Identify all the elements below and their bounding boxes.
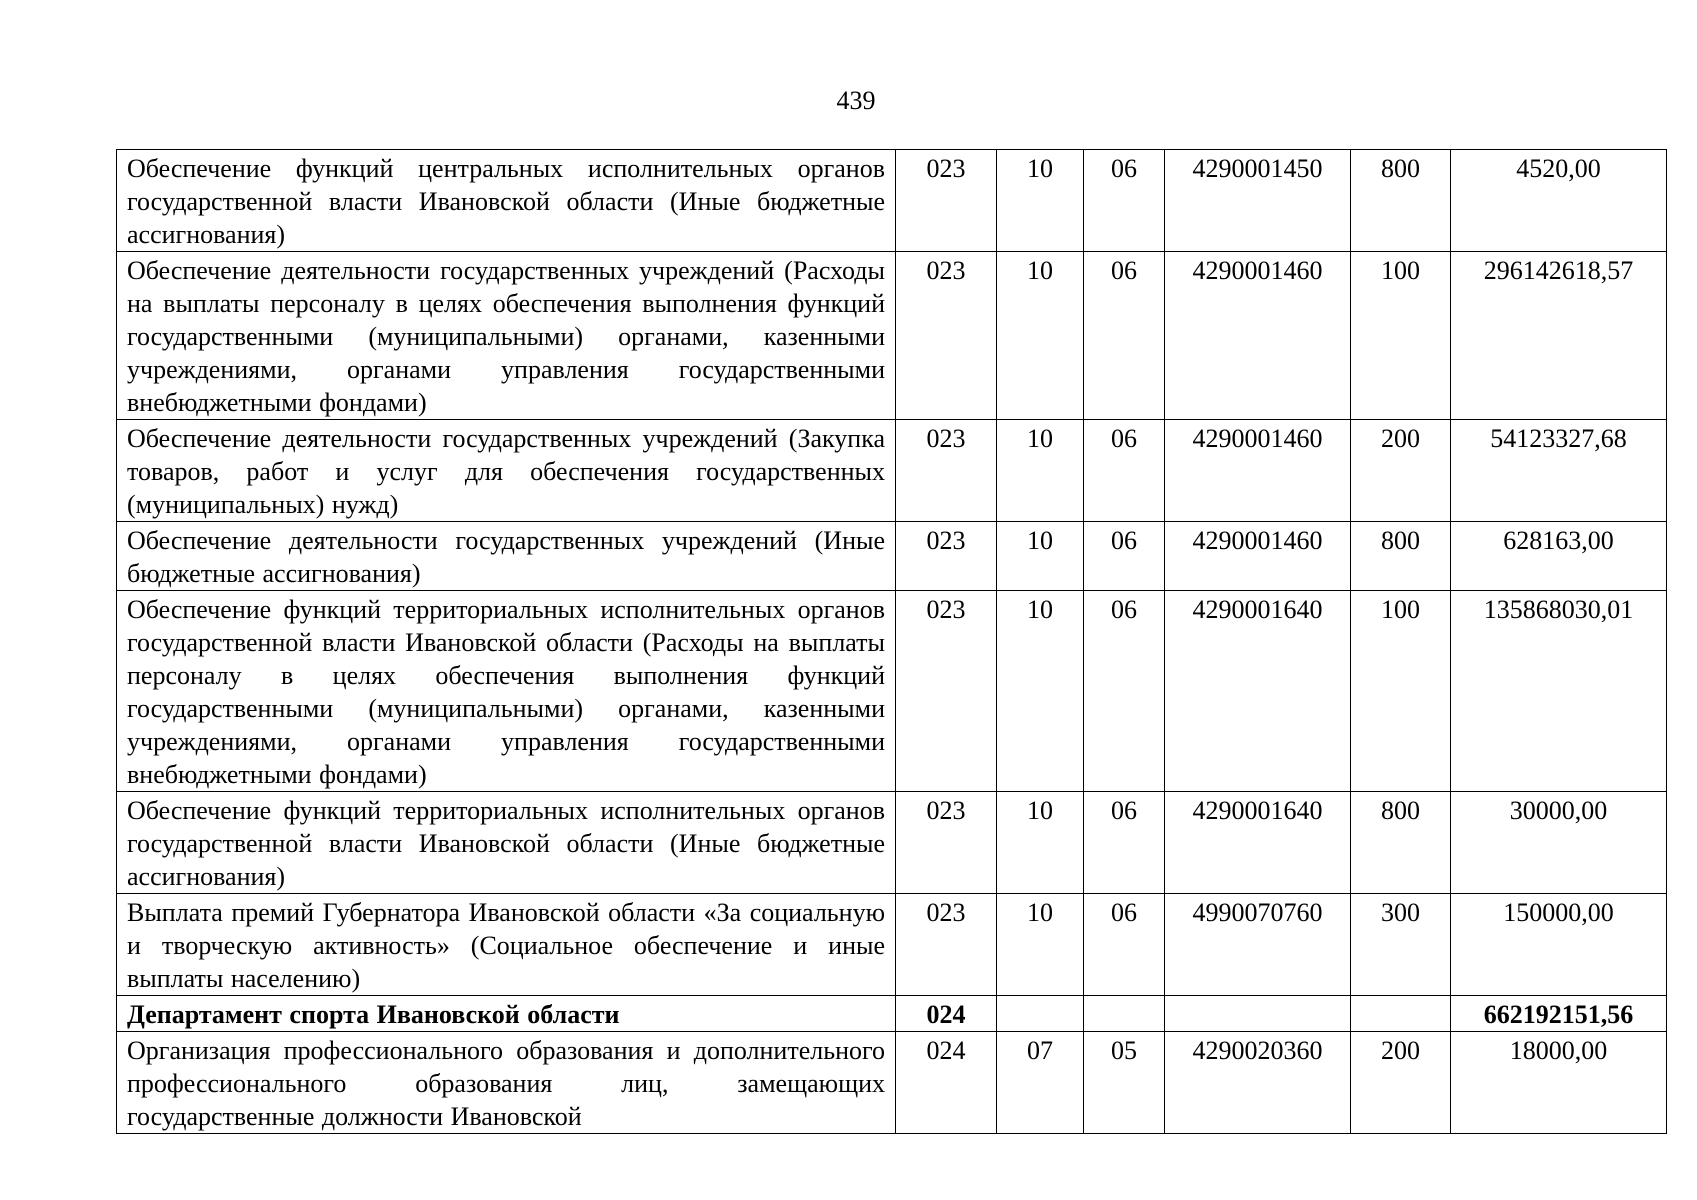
amount: 296142618,57 xyxy=(1451,252,1667,420)
page-number: 439 xyxy=(836,86,876,115)
section-code xyxy=(997,996,1084,1032)
ministry-code: 023 xyxy=(896,894,997,996)
table-row xyxy=(117,252,1667,420)
row-description: Обеспечение функций территориальных исполнительных органов государственной власти Ивановской области (Расходы на выплаты персоналу в целях обеспечения выполнения функций государственными (муниципальными) органами, казенными учреждениями, органами управления государственными внебюджетными фондами) xyxy=(117,591,896,792)
ministry-code: 023 xyxy=(896,150,997,252)
target-article-code: 4290001640 xyxy=(1165,591,1351,792)
row-description: Обеспечение деятельности государственных учреждений (Иные бюджетные ассигнования) xyxy=(117,522,896,591)
ministry-code: 024 xyxy=(896,1032,997,1134)
section-code: 10 xyxy=(997,894,1084,996)
table-row xyxy=(117,420,1667,522)
row-description xyxy=(117,1032,896,1134)
target-article-code: 4290001460 xyxy=(1165,522,1351,591)
subsection-code: 06 xyxy=(1084,894,1165,996)
subsection-code: 06 xyxy=(1084,522,1165,591)
amount: 4520,00 xyxy=(1451,150,1667,252)
subsection-code: 05 xyxy=(1084,1032,1165,1134)
amount: 30000,00 xyxy=(1451,792,1667,894)
target-article-code: 4290001460 xyxy=(1165,420,1351,522)
subsection-code: 06 xyxy=(1084,591,1165,792)
expense-type-code: 300 xyxy=(1351,894,1451,996)
department-name: Департамент спорта Ивановской области xyxy=(117,996,896,1032)
section-code: 10 xyxy=(997,252,1084,420)
department-header-row xyxy=(117,996,1667,1032)
row-description: Обеспечение функций центральных исполнительных органов государственной власти Ивановской области (Иные бюджетные ассигнования) xyxy=(117,150,896,252)
subsection-code: 06 xyxy=(1084,252,1165,420)
expense-type-code xyxy=(1351,996,1451,1032)
expense-type-code: 800 xyxy=(1351,792,1451,894)
ministry-code: 023 xyxy=(896,591,997,792)
section-code: 10 xyxy=(997,792,1084,894)
target-article-code: 4290001450 xyxy=(1165,150,1351,252)
row-description: Обеспечение функций территориальных исполнительных органов государственной власти Ивановской области (Иные бюджетные ассигнования) xyxy=(117,792,896,894)
table-row xyxy=(117,1032,1667,1134)
expense-type-code: 200 xyxy=(1351,420,1451,522)
expense-type-code: 800 xyxy=(1351,150,1451,252)
amount: 18000,00 xyxy=(1451,1032,1667,1134)
target-article-code: 4290001640 xyxy=(1165,792,1351,894)
ministry-code: 023 xyxy=(896,522,997,591)
amount: 150000,00 xyxy=(1451,894,1667,996)
expense-type-code: 200 xyxy=(1351,1032,1451,1134)
target-article-code xyxy=(1165,996,1351,1032)
row-description: Обеспечение деятельности государственных учреждений (Закупка товаров, работ и услуг для обеспечения государственных (муниципальных) нужд) xyxy=(117,420,896,522)
subsection-code xyxy=(1084,996,1165,1032)
subsection-code: 06 xyxy=(1084,150,1165,252)
section-code: 07 xyxy=(997,1032,1084,1134)
section-code: 10 xyxy=(997,522,1084,591)
section-code: 10 xyxy=(997,150,1084,252)
subsection-code: 06 xyxy=(1084,420,1165,522)
table-row xyxy=(117,522,1667,591)
row-description: Выплата премий Губернатора Ивановской области «За социальную и творческую активность» (Социальное обеспечение и иные выплаты населению) xyxy=(117,894,896,996)
ministry-code: 023 xyxy=(896,252,997,420)
expense-type-code: 100 xyxy=(1351,591,1451,792)
row-description-text: Организация профессионального образования и дополнительного профессионального образования лиц, замещающих государственные должности Ивановской xyxy=(127,1036,885,1131)
target-article-code: 4290020360 xyxy=(1165,1032,1351,1134)
section-code: 10 xyxy=(997,591,1084,792)
ministry-code: 024 xyxy=(896,996,997,1032)
target-article-code: 4290001460 xyxy=(1165,252,1351,420)
amount: 54123327,68 xyxy=(1451,420,1667,522)
target-article-code: 4990070760 xyxy=(1165,894,1351,996)
table-row xyxy=(117,591,1667,792)
table-row xyxy=(117,792,1667,894)
section-code: 10 xyxy=(997,420,1084,522)
ministry-code: 023 xyxy=(896,420,997,522)
department-total-amount: 662192151,56 xyxy=(1451,996,1667,1032)
subsection-code: 06 xyxy=(1084,792,1165,894)
expense-type-code: 100 xyxy=(1351,252,1451,420)
amount: 628163,00 xyxy=(1451,522,1667,591)
row-description: Обеспечение деятельности государственных учреждений (Расходы на выплаты персоналу в целях обеспечения выполнения функций государственными (муниципальными) органами, казенными учреждениями, органами управления государственными внебюджетными фондами) xyxy=(117,252,896,420)
table-row xyxy=(117,894,1667,996)
budget-table xyxy=(116,149,1667,1134)
amount: 135868030,01 xyxy=(1451,591,1667,792)
table-row xyxy=(117,150,1667,252)
expense-type-code: 800 xyxy=(1351,522,1451,591)
ministry-code: 023 xyxy=(896,792,997,894)
budget-table-body xyxy=(117,150,1667,1134)
